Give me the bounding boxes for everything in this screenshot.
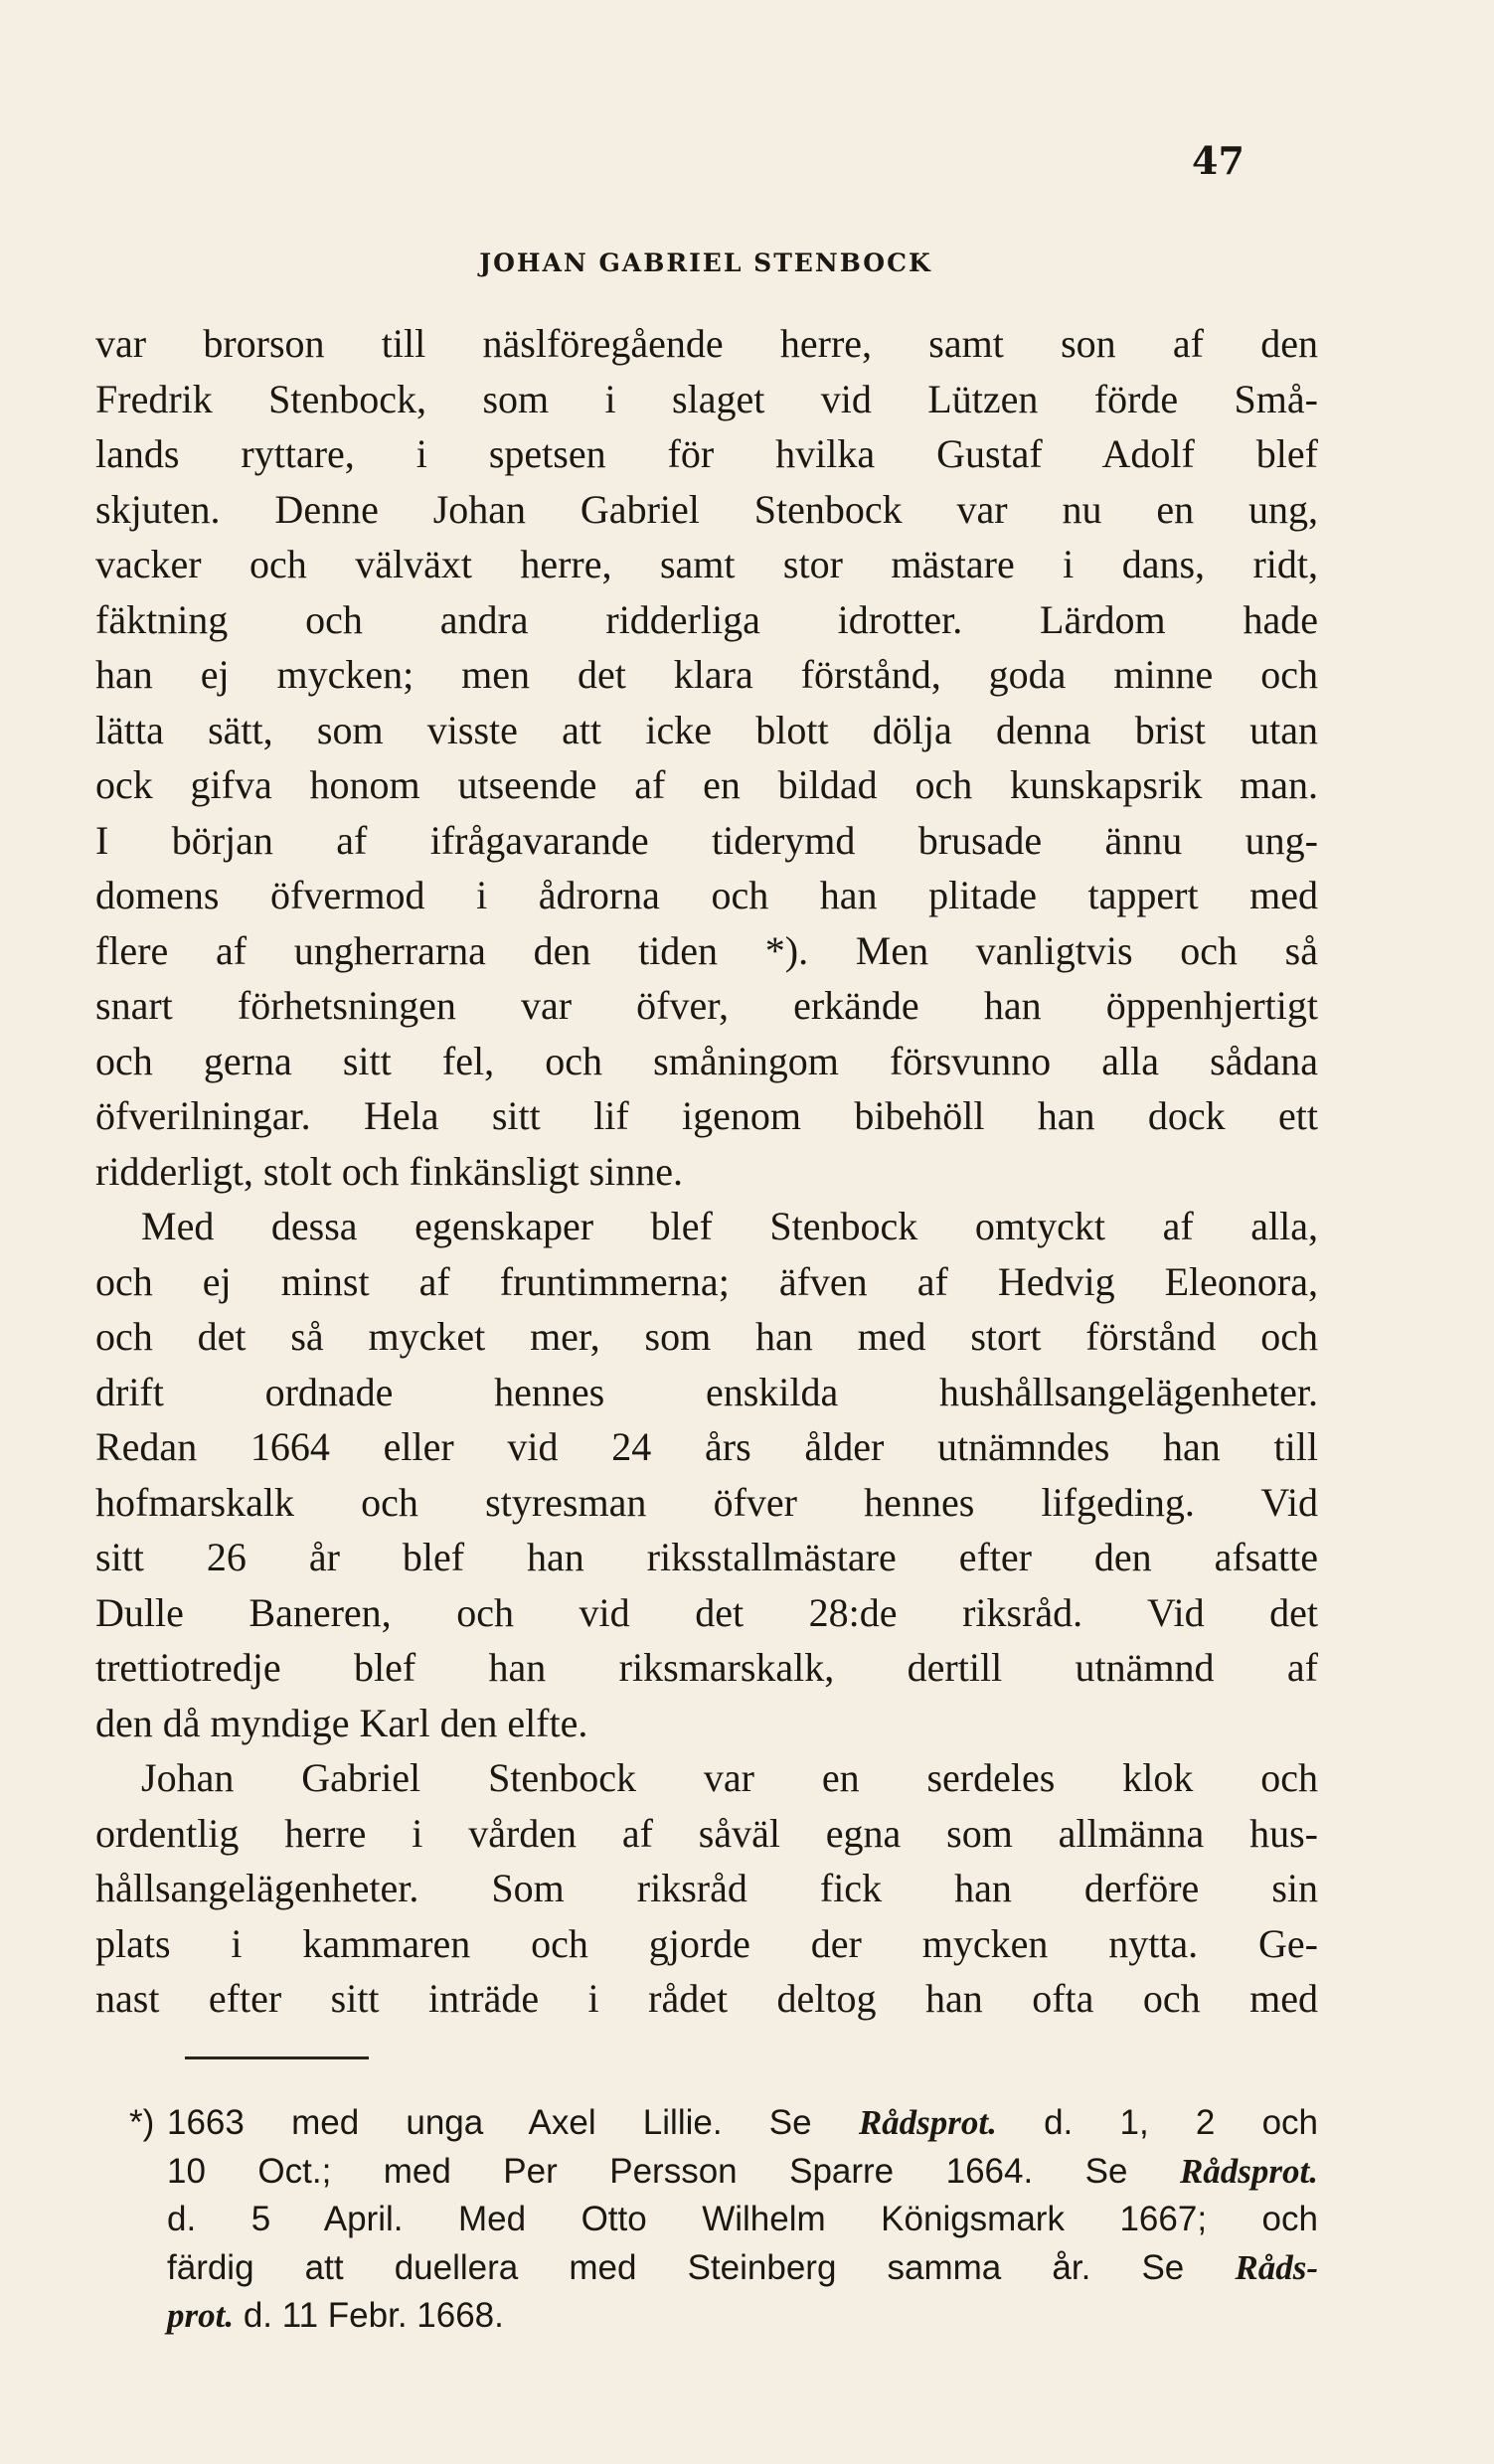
text-line: Fredrik Stenbock, som i slaget vid Lützen förde Små- [95,376,1318,421]
text-line: nast efter sitt inträde i rådet deltog han ofta och med [95,1976,1318,2021]
text-line: sitt 26 år blef han riksstallmästare efter den afsatte [95,1535,1318,1579]
footnote-line: d. 5 April. Med Otto Wilhelm Königsmark 1667; och [167,2200,1318,2238]
citation-reference: Råds- [1235,2247,1318,2287]
text-line: var brorson till näslföregående herre, samt son af den [95,321,1318,366]
footnote-line [129,2099,1318,2148]
text-line: trettiotredje blef han riksmarskalk, dertill utnämnd af [95,1645,1318,1690]
citation-reference: prot. [167,2296,235,2335]
text-line: öfverilningar. Hela sitt lif igenom bibehöll han dock ett [95,1093,1318,1138]
text-line: Dulle Baneren, och vid det 28:de riksråd. Vid det [95,1589,1318,1635]
footnote-line [129,2292,1318,2341]
text-line: domens öfvermod i ådrorna och han plitade tappert med [95,873,1318,917]
footnote-text: d. 1, 2 och [996,2103,1318,2142]
text-line: han ej mycken; men det klara förstånd, goda minne och [95,652,1318,697]
text-line: ridderligt, stolt och finkänsligt sinne. [95,1148,684,1194]
text-line: lätta sätt, som visste att icke blott dölja denna brist utan [95,707,1318,752]
text-line: och gerna sitt fel, och småningom försvunno alla sådana [95,1038,1318,1083]
footnote-text: 1663 med unga Axel Lillie. Se [167,2103,859,2142]
text-line: plats i kammaren och gjorde der mycken nytta. Ge- [95,1920,1318,1966]
text-line: fäktning och andra ridderliga idrotter. Lärdom hade [95,596,1318,642]
footnote-marker: *) [129,2103,155,2142]
text-line: Johan Gabriel Stenbock var en serdeles klok och [141,1755,1318,1800]
text-line: I början af ifrågavarande tiderymd brusade ännu ung- [95,817,1318,863]
footnote-text: färdig att duellera med Steinberg samma år. Se [167,2247,1236,2287]
footnote-divider [185,2056,369,2059]
citation-reference: Rådsprot. [858,2103,997,2142]
footnote-text: 10 Oct.; med Per Persson Sparre 1664. Se [167,2151,1180,2191]
text-line: drift ordnade hennes enskilda hushållsangelägenheter. [95,1369,1318,1414]
text-line: och ej minst af fruntimmerna; äfven af Hedvig Eleonora, [95,1258,1318,1304]
text-line: den då myndige Karl den elfte. [95,1700,588,1745]
footnote-line [129,2244,1318,2293]
text-line: och det så mycket mer, som han med stort förstånd och [95,1314,1318,1359]
text-line: ordentlig herre i vården af såväl egna som allmänna hus- [95,1810,1318,1856]
text-line: hofmarskalk och styresman öfver hennes lifgeding. Vid [95,1479,1318,1525]
text-line: flere af ungherrarna den tiden *). Men vanligtvis och så [95,927,1318,973]
text-line: snart förhetsningen var öfver, erkände han öppenhjertigt [95,983,1318,1028]
text-line: hållsangelägenheter. Som riksråd fick han derföre sin [95,1866,1318,1910]
text-line: ock gifva honom utseende af en bildad och kunskapsrik man. [95,762,1318,807]
citation-reference: Rådsprot. [1179,2151,1318,2191]
footnote [129,2099,1318,2341]
footnote-line [129,2148,1318,2197]
text-line: lands ryttare, i spetsen för hvilka Gustaf Adolf blef [95,431,1318,476]
text-line: Redan 1664 eller vid 24 års ålder utnämndes han till [95,1424,1318,1469]
page-number: 47 [1192,138,1245,183]
text-line: skjuten. Denne Johan Gabriel Stenbock var nu en ung, [95,486,1318,532]
body-text [95,316,1318,2027]
running-head: JOHAN GABRIEL STENBOCK [479,248,932,277]
text-line: Med dessa egenskaper blef Stenbock omtyckt af alla, [141,1204,1318,1248]
text-line: vacker och välväxt herre, samt stor mästare i dans, ridt, [95,542,1318,586]
footnote-text: d. 11 Febr. 1668. [234,2296,504,2335]
